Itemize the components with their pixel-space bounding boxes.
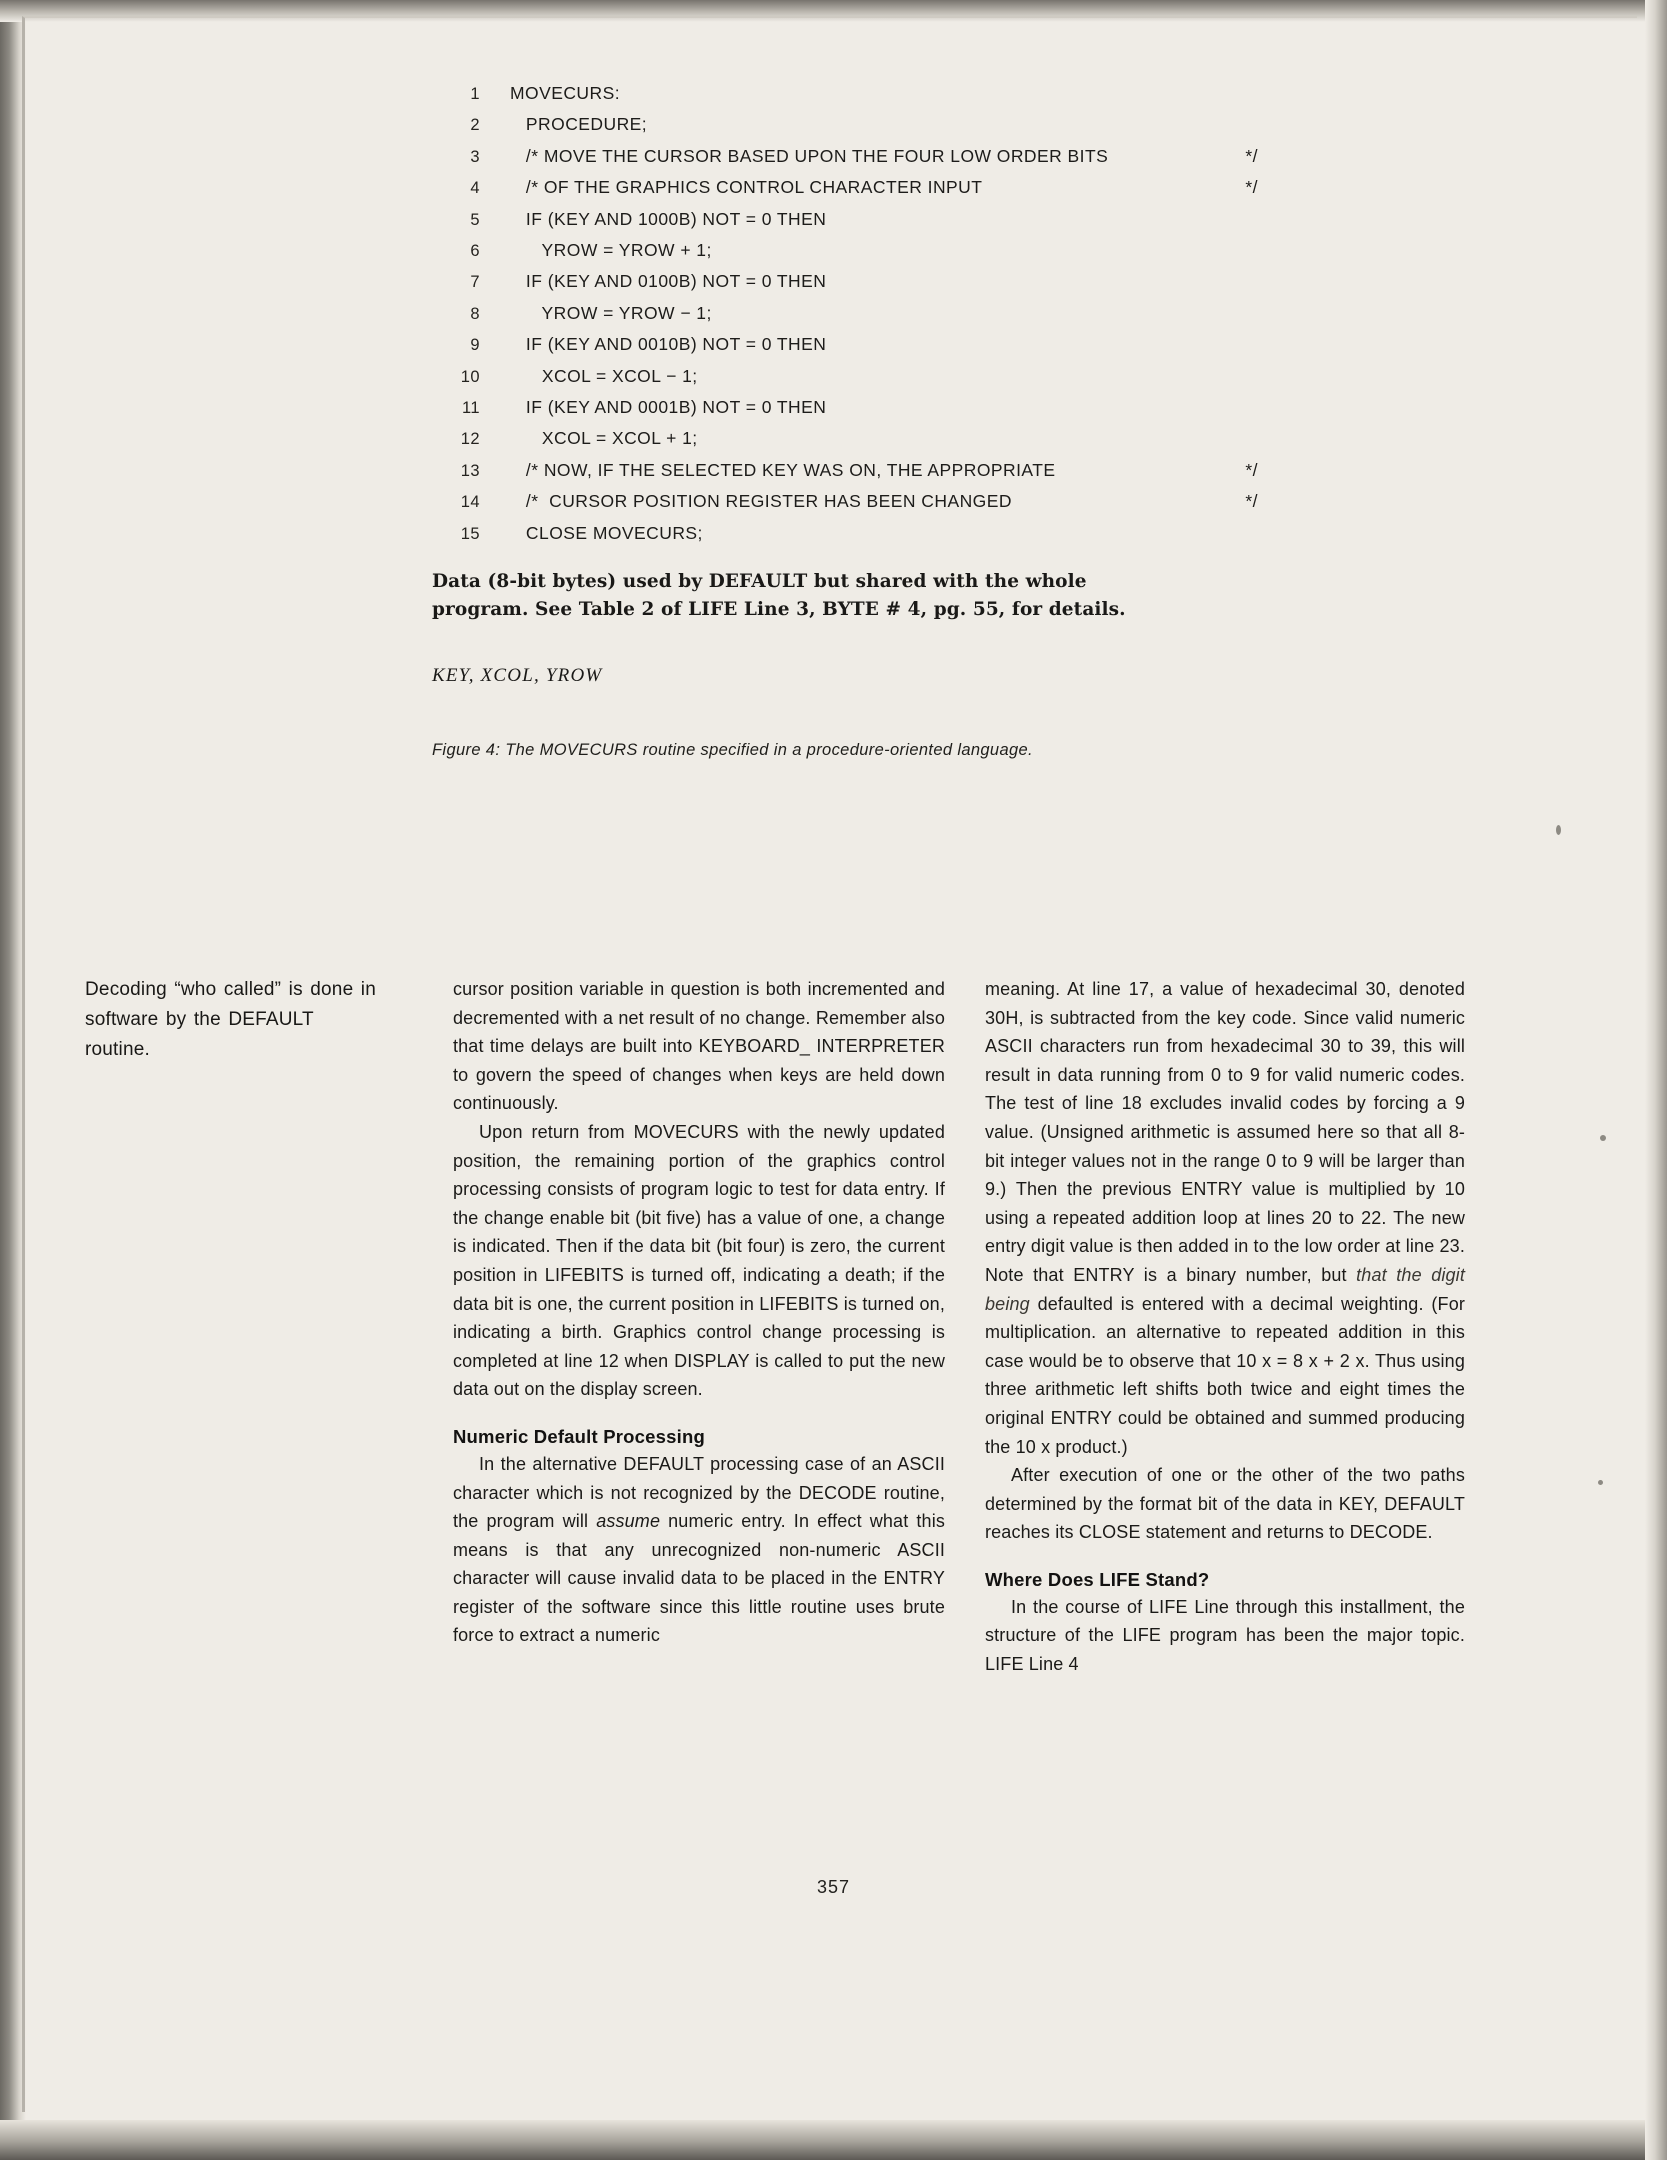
pullquote-column bbox=[85, 975, 385, 1065]
pullquote: Decoding “who called” is done in software by the DEFAULT routine. bbox=[85, 979, 376, 1060]
code-line-text: YROW = YROW + 1; bbox=[510, 240, 712, 261]
emphasis-assume: assume bbox=[596, 1511, 661, 1532]
code-line-comment-end bbox=[1246, 109, 1258, 139]
code-line-text: CLOSE MOVECURS; bbox=[510, 522, 703, 543]
code-line bbox=[438, 172, 1258, 203]
paragraph-part: meaning. At line 17, a value of hexadecimal 30, denoted 30H, is subtracted from the key code. Since valid numeric ASCII characters run from hexadecimal 30 to 39, this will result in data running from 0 to 9 for valid numeric codes. The test of line 18 excludes invalid codes by forcing a 9 value. (Unsigned arithmetic is assumed here so that all 8-bit integer values not in the range 0 to 9 will be larger than 9.) Then the previous ENTRY value is multiplied by 10 using a repeated addition loop at lines 20 to 22. The new entry digit value is then added in to the low order at line 23. Note that ENTRY is a binary number, but bbox=[985, 979, 1465, 1285]
right-column bbox=[985, 975, 1465, 1679]
code-line bbox=[438, 392, 1258, 423]
code-line-text: PROCEDURE; bbox=[510, 114, 648, 135]
code-line-comment-end: */ bbox=[1245, 177, 1258, 198]
code-line-number: 12 bbox=[460, 430, 480, 449]
paragraph: In the course of LIFE Line through this installment, the structure of the LIFE program has been the major topic. LIFE Line 4 bbox=[985, 1596, 1465, 1675]
code-line bbox=[438, 518, 1258, 549]
figure-caption: Figure 4: The MOVECURS routine specified in a procedure-oriented language. bbox=[432, 741, 1033, 759]
code-line bbox=[438, 455, 1258, 486]
code-line-number: 4 bbox=[470, 179, 480, 198]
data-variables: KEY, XCOL, YROW bbox=[432, 665, 603, 686]
code-line-comment-end bbox=[1246, 298, 1258, 328]
code-line-text: MOVECURS: bbox=[510, 83, 621, 103]
code-line-text: /* CURSOR POSITION REGISTER HAS BEEN CHANGED bbox=[510, 491, 1012, 512]
code-line bbox=[438, 298, 1258, 329]
code-line bbox=[438, 361, 1258, 392]
emphasis-digit-being: that the digit being bbox=[985, 1264, 1465, 1314]
paragraph: After execution of one or the other of the two paths determined by the format bit of the data in KEY, DEFAULT reaches its CLOSE statement and returns to DECODE. bbox=[985, 1465, 1465, 1543]
code-line-comment-end bbox=[1246, 518, 1258, 548]
paragraph bbox=[453, 1450, 945, 1650]
code-line-comment-end: */ bbox=[1245, 145, 1258, 166]
code-line-number: 5 bbox=[470, 210, 480, 229]
page-bottom-shadow bbox=[0, 2120, 1667, 2160]
scan-speck bbox=[1600, 1135, 1606, 1141]
code-line bbox=[438, 266, 1258, 297]
code-line-number: 15 bbox=[460, 524, 480, 543]
middle-column bbox=[453, 975, 945, 1650]
code-line bbox=[438, 235, 1258, 266]
paragraph: Upon return from MOVECURS with the newly updated position, the remaining portion of the graphics control processing consists of program logic to test for data entry. If the change enable bit (bit five) has a value of one, a change is indicated. Then if the data bit (bit four) is zero, the current position in LIFEBITS is turned off, indicating a death; if the data bit is one, the current position in LIFEBITS is turned on, indicating a birth. Graphics control change processing is completed at line 12 when DISPLAY is called to put the new data out on the display screen. bbox=[453, 1121, 945, 1400]
code-line-number: 3 bbox=[470, 147, 480, 166]
code-line-comment-end bbox=[1246, 266, 1258, 296]
code-line bbox=[438, 329, 1258, 360]
code-line-text: IF (KEY AND 1000B) NOT = 0 THEN bbox=[510, 208, 827, 229]
code-line bbox=[438, 486, 1258, 517]
code-line-number: 6 bbox=[470, 242, 480, 261]
code-line-comment-end bbox=[1246, 204, 1258, 234]
code-line bbox=[438, 109, 1258, 140]
subheading-numeric-default-processing: Numeric Default Processing bbox=[453, 1425, 705, 1447]
paragraph-part: In the alternative DEFAULT processing case of an ASCII character which is not recognized by the DECODE routine, the program will bbox=[453, 1453, 945, 1532]
code-line-comment-end: */ bbox=[1245, 459, 1258, 480]
paragraph bbox=[985, 975, 1465, 1461]
code-line-comment-end bbox=[1246, 235, 1258, 265]
code-line-text: YROW = YROW − 1; bbox=[510, 302, 712, 323]
code-line-number: 11 bbox=[461, 399, 480, 418]
paragraph-part: defaulted is entered with a decimal weighting. (For multiplication. an alternative to repeated addition in this case would be to observe that 10 x = 8 x + 2 x. Thus using three arithmetic left shifts both twice and eight times the original ENTRY could be obtained and summed producing the 10 x product.) bbox=[985, 1293, 1465, 1457]
page-top-shadow bbox=[0, 0, 1667, 22]
code-line-comment-end bbox=[1246, 361, 1258, 391]
code-line-text: XCOL = XCOL + 1; bbox=[510, 428, 698, 449]
code-line-text: /* NOW, IF THE SELECTED KEY WAS ON, THE APPROPRIATE bbox=[510, 459, 1056, 480]
code-line-text: XCOL = XCOL − 1; bbox=[510, 365, 698, 386]
scan-speck bbox=[1598, 1480, 1603, 1485]
code-line-number: 9 bbox=[470, 336, 480, 355]
code-line-number: 8 bbox=[470, 304, 480, 323]
code-line-comment-end bbox=[1246, 78, 1258, 108]
scan-speck bbox=[1556, 825, 1561, 835]
code-line-text: /* MOVE THE CURSOR BASED UPON THE FOUR LOW ORDER BITS bbox=[510, 145, 1109, 166]
code-line-text: IF (KEY AND 0010B) NOT = 0 THEN bbox=[510, 334, 827, 355]
code-line-number: 13 bbox=[460, 461, 480, 480]
code-line-comment-end bbox=[1246, 423, 1258, 453]
code-line-number: 7 bbox=[470, 273, 480, 292]
code-line-number: 1 bbox=[470, 85, 480, 103]
code-line-number: 14 bbox=[460, 493, 480, 512]
paragraph: cursor position variable in question is both incremented and decremented with a net result of no change. Remember also that time delays are built into KEYBOARD_ INTERPRETER to govern the speed of changes when keys are held down continuously. bbox=[453, 979, 945, 1114]
data-note: Data (8-bit bytes) used by DEFAULT but shared with the whole program. See Table 2 of LIFE Line 3, BYTE # 4, pg. 55, for details. bbox=[432, 571, 1126, 620]
code-line-number: 2 bbox=[470, 116, 480, 135]
code-line-comment-end bbox=[1246, 392, 1258, 422]
code-line bbox=[438, 423, 1258, 454]
page-number: 357 bbox=[816, 1877, 851, 1897]
code-line-comment-end: */ bbox=[1245, 491, 1258, 512]
code-listing bbox=[438, 78, 1258, 549]
code-line-comment-end bbox=[1246, 329, 1258, 359]
code-line bbox=[438, 78, 1258, 109]
code-line-text: IF (KEY AND 0100B) NOT = 0 THEN bbox=[510, 271, 827, 292]
code-line-text: IF (KEY AND 0001B) NOT = 0 THEN bbox=[510, 397, 827, 418]
code-line bbox=[438, 141, 1258, 172]
code-line-text: /* OF THE GRAPHICS CONTROL CHARACTER INPUT bbox=[510, 177, 983, 198]
paragraph-part: numeric entry. In effect what this means is that any unrecognized non-numeric ASCII character will cause invalid data to be placed in the ENTRY register of the software since this little routine uses brute force to extract a numeric bbox=[453, 1511, 945, 1646]
code-line-number: 10 bbox=[460, 367, 480, 386]
code-line bbox=[438, 204, 1258, 235]
subheading-where-does-life-stand: Where Does LIFE Stand? bbox=[985, 1568, 1210, 1590]
